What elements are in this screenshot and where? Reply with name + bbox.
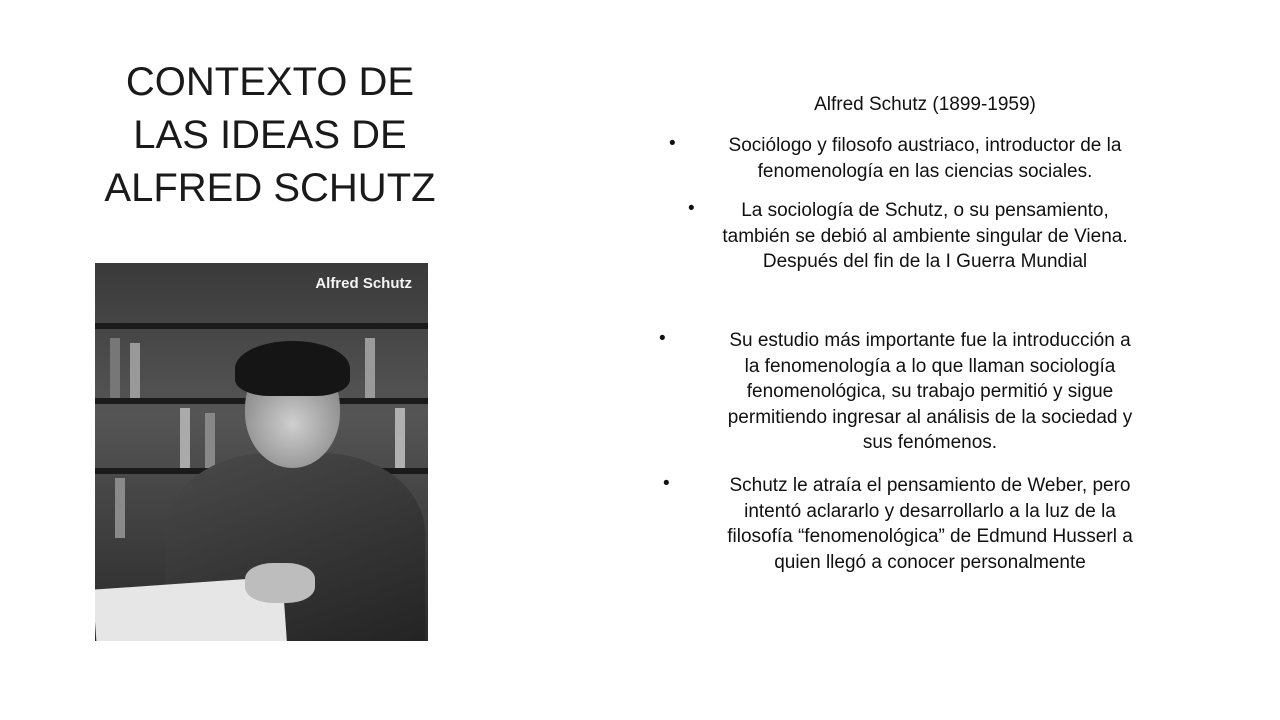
bullet-item xyxy=(665,328,1195,456)
bullet-icon: • xyxy=(663,473,670,494)
bullet-line: también se debió al ambiente singular de Viena. xyxy=(722,225,1128,247)
bullet-line: fenomenológica, su trabajo permitió y sigue xyxy=(746,381,1114,402)
book xyxy=(395,408,405,468)
bullet-line: Su estudio más importante fue la introducción a xyxy=(729,330,1131,351)
book xyxy=(205,413,215,468)
bullet-item xyxy=(660,198,1190,275)
bullet-line: sus fenómenos. xyxy=(862,432,998,453)
book xyxy=(110,338,120,398)
bullet-line: permitiendo ingresar al análisis de la sociedad y xyxy=(727,406,1133,428)
bullet-line: Después del fin de la I Guerra Mundial xyxy=(762,251,1088,272)
bullet-line: Schutz le atraía el pensamiento de Weber, pero xyxy=(729,475,1131,496)
bookshelf xyxy=(95,323,428,329)
title-line: LAS IDEAS DE xyxy=(133,113,407,157)
title-line: CONTEXTO DE xyxy=(125,60,415,104)
bullet-item xyxy=(660,133,1190,184)
book xyxy=(130,343,140,398)
bullet-line: La sociología de Schutz, o su pensamiento, xyxy=(741,200,1109,221)
bullet-line: la fenomenología a lo que llaman sociología xyxy=(744,355,1116,377)
bullet-icon: • xyxy=(659,328,666,349)
heading-text: Alfred Schutz (1899-1959) xyxy=(814,94,1036,115)
bullet-line: Sociólogo y filosofo austriaco, introductor de la xyxy=(728,135,1122,156)
title-line: ALFRED SCHUTZ xyxy=(104,166,436,210)
bullet-line: intentó aclararlo y desarrollarlo a la luz de la xyxy=(744,500,1116,522)
book xyxy=(180,408,190,468)
book xyxy=(365,338,375,398)
portrait-photo xyxy=(95,263,428,641)
bullet-icon: • xyxy=(688,198,695,219)
bullet-icon: • xyxy=(669,133,676,154)
content-heading xyxy=(660,92,1190,118)
photo-caption: Alfred Schutz xyxy=(315,275,412,292)
bullet-line: filosofía “fenomenológica” de Edmund Husserl a xyxy=(727,526,1133,547)
figure-hair xyxy=(235,341,350,396)
bullet-line: fenomenología en las ciencias sociales. xyxy=(757,160,1093,182)
book xyxy=(115,478,125,538)
bullet-item xyxy=(665,473,1195,575)
bullet-line: quien llegó a conocer personalmente xyxy=(774,551,1086,573)
slide-title xyxy=(60,56,480,215)
figure-hand xyxy=(245,563,315,603)
